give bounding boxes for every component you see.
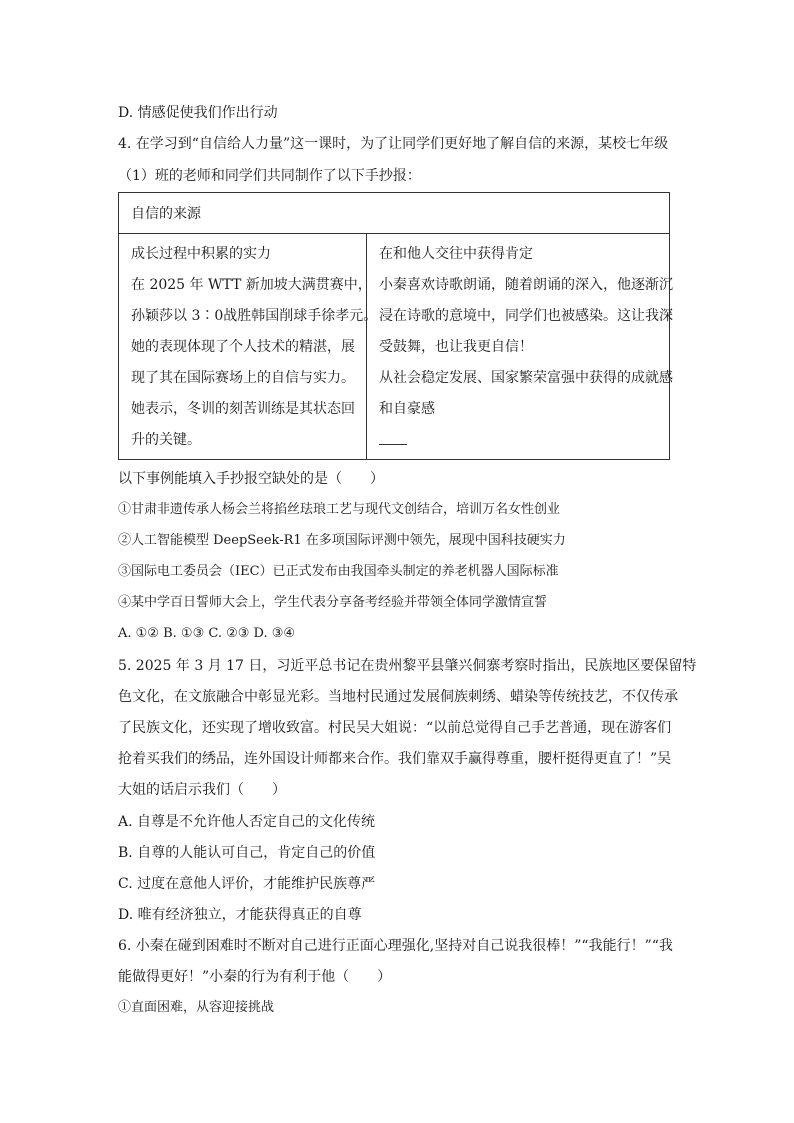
- right-cell-line: 在和他人交往中获得肯定: [379, 246, 533, 262]
- left-cell-line: 她的表现体现了个人技术的精湛，展: [131, 339, 355, 355]
- question-6-option-1: ①直面困难，从容迎接挑战: [118, 1000, 275, 1015]
- question-4-option-1: ①甘肃非遗传承人杨会兰将掐丝珐琅工艺与现代文创结合，培训万名女性创业: [118, 502, 561, 517]
- question-5-line-2: 色文化，在文旅融合中彰显光彩。当地村民通过发展侗族刺绣、蜡染等传统技艺，不仅传承: [118, 689, 678, 705]
- question-4-line-1: 4. 在学习到“自信给人力量”这一课时，为了让同学们更好地了解自信的来源，某校七年级: [118, 136, 669, 152]
- question-5-line-5: 大姐的话启示我们（ ）: [118, 782, 286, 798]
- question-4-option-3: ③国际电工委员会（IEC）已正式发布由我国牵头制定的养老机器人国际标准: [118, 564, 559, 579]
- question-4-line-2: （1）班的老师和同学们共同制作了以下手抄报：: [118, 168, 421, 184]
- right-cell-line: 小秦喜欢诗歌朗诵，随着朗诵的深入，他逐渐沉: [379, 277, 673, 293]
- right-cell-line: 和自豪感: [379, 401, 435, 417]
- table-right-cell: [367, 234, 673, 459]
- right-cell-line: 从社会稳定发展、国家繁荣富强中获得的成就感: [379, 370, 673, 386]
- left-cell-line: 孙颖莎以 3∶0战胜韩国削球手徐孝元。: [131, 308, 378, 324]
- question-4-option-2: ②人工智能模型 DeepSeek-R1 在多项国际评测中领先，展现中国科技硬实力: [118, 533, 566, 548]
- question-5-line-4: 抢着买我们的绣品，连外国设计师都来合作。我们靠双手赢得尊重，腰杆挺得更直了！”吴: [118, 751, 672, 767]
- table-left-cell: [119, 234, 378, 459]
- table-header-row: [119, 193, 669, 234]
- right-cell-blank: [379, 430, 407, 451]
- question-5-line-1: 5. 2025 年 3 月 17 日，习近平总书记在贵州黎平县肇兴侗寨考察时指出，民族地区要保留特: [118, 658, 697, 674]
- table-header: 自信的来源: [131, 206, 201, 222]
- option-d-emotion: D. 情感促使我们作出行动: [118, 105, 278, 121]
- question-5-option-c: C. 过度在意他人评价，才能维护民族尊严: [118, 876, 376, 892]
- handout-table: [118, 192, 673, 460]
- left-cell-line: 升的关键。: [131, 432, 201, 448]
- question-5-line-3: 了民族文化，还实现了增收致富。村民吴大姐说：“以前总觉得自己手艺普通，现在游客们: [118, 720, 672, 736]
- right-cell-line: 受鼓舞，也让我更自信！: [379, 339, 533, 355]
- question-6-line-1: 6. 小秦在碰到困难时不断对自己进行正面心理强化,坚持对自己说我很棒！”“我能行！”“我: [118, 938, 673, 954]
- question-4-option-4: ④某中学百日誓师大会上，学生代表分享备考经验并带领全体同学激情宣誓: [118, 595, 548, 610]
- right-cell-line: 浸在诗歌的意境中，同学们也被感染。这让我深: [379, 308, 673, 324]
- left-cell-line: 在 2025 年 WTT 新加坡大满贯赛中，: [131, 277, 372, 293]
- question-6-line-2: 能做得更好！”小秦的行为有利于他（ ）: [118, 969, 392, 985]
- left-cell-line: 现了其在国际赛场上的自信与实力。: [131, 370, 355, 386]
- question-5-option-d: D. 唯有经济独立，才能获得真正的自尊: [118, 907, 362, 923]
- question-5-option-a: A. 自尊是不允许他人否定自己的文化传统: [118, 814, 376, 830]
- question-4-answers: A. ①② B. ①③ C. ②③ D. ③④: [118, 626, 296, 641]
- question-5-option-b: B. 自尊的人能认可自己，肯定自己的价值: [118, 845, 376, 861]
- left-cell-line: 成长过程中积累的实力: [131, 246, 271, 262]
- left-cell-line: 她表示，冬训的刻苦训练是其状态回: [131, 401, 355, 417]
- question-4-prompt: 以下事例能填入手抄报空缺处的是（ ）: [118, 471, 384, 487]
